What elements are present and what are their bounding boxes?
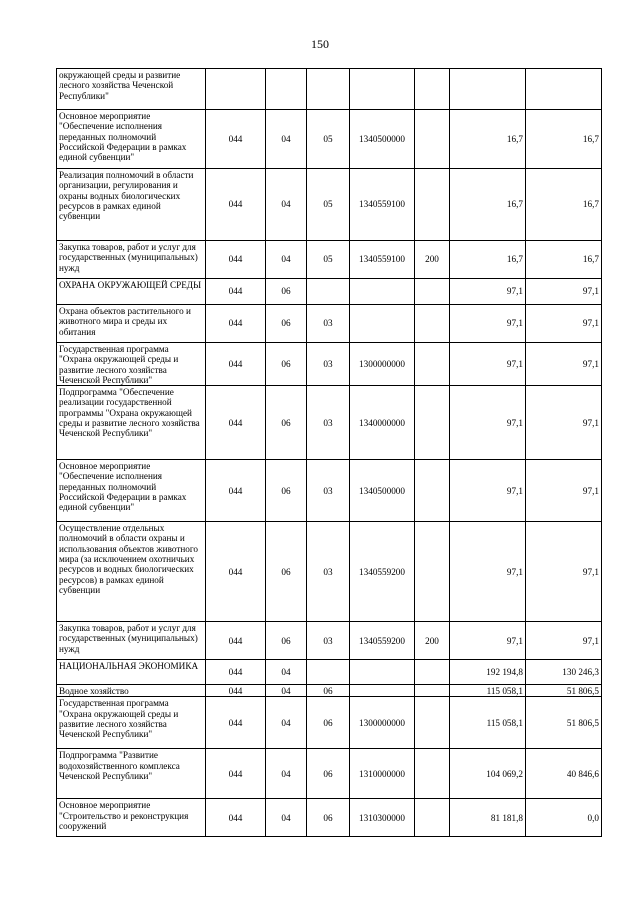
cell-name: ОХРАНА ОКРУЖАЮЩЕЙ СРЕДЫ bbox=[57, 279, 206, 305]
cell-rz: 06 bbox=[266, 343, 307, 386]
cell-vr bbox=[415, 110, 450, 169]
cell-name: Водное хозяйство bbox=[57, 685, 206, 697]
cell-sum-1: 16,7 bbox=[450, 241, 526, 279]
cell-csr: 1340000000 bbox=[350, 386, 415, 460]
cell-sum-1: 81 181,8 bbox=[450, 799, 526, 837]
table-row bbox=[57, 279, 602, 305]
cell-vr bbox=[415, 522, 450, 622]
cell-sum-2: 0,0 bbox=[526, 799, 602, 837]
cell-name: Основное мероприятие "Обеспечение исполнения переданных полномочий Российской Федерации в рамках единой субвенции" bbox=[57, 110, 206, 169]
cell-vr bbox=[415, 279, 450, 305]
cell-ved: 044 bbox=[206, 799, 266, 837]
cell-sum-1: 97,1 bbox=[450, 386, 526, 460]
cell-sum-1: 192 194,8 bbox=[450, 660, 526, 685]
cell-csr bbox=[350, 279, 415, 305]
cell-name: Подпрограмма "Обеспечение реализации государственной программы "Охрана окружающей среды и развитие лесного хозяйства Чеченской Республики" bbox=[57, 386, 206, 460]
cell-sum-1: 97,1 bbox=[450, 522, 526, 622]
cell-sum-2: 16,7 bbox=[526, 110, 602, 169]
cell-ved: 044 bbox=[206, 169, 266, 241]
cell-pr: 06 bbox=[307, 697, 350, 749]
cell-csr: 1340559200 bbox=[350, 622, 415, 660]
cell-rz: 06 bbox=[266, 460, 307, 522]
cell-sum-2: 97,1 bbox=[526, 279, 602, 305]
cell-pr bbox=[307, 69, 350, 110]
cell-pr: 03 bbox=[307, 622, 350, 660]
cell-vr bbox=[415, 749, 450, 799]
cell-sum-1 bbox=[450, 69, 526, 110]
cell-pr: 03 bbox=[307, 460, 350, 522]
cell-name: Основное мероприятие "Строительство и реконструкция сооружений bbox=[57, 799, 206, 837]
cell-name: Подпрограмма "Развитие водохозяйственного комплекса Чеченской Республики" bbox=[57, 749, 206, 799]
cell-vr bbox=[415, 305, 450, 343]
table-row bbox=[57, 110, 602, 169]
cell-ved: 044 bbox=[206, 460, 266, 522]
cell-ved: 044 bbox=[206, 522, 266, 622]
cell-sum-2: 16,7 bbox=[526, 169, 602, 241]
cell-pr: 05 bbox=[307, 110, 350, 169]
table-row bbox=[57, 660, 602, 685]
table-row bbox=[57, 522, 602, 622]
cell-rz: 04 bbox=[266, 241, 307, 279]
cell-ved: 044 bbox=[206, 110, 266, 169]
cell-sum-2: 97,1 bbox=[526, 522, 602, 622]
cell-csr: 1340559200 bbox=[350, 522, 415, 622]
cell-vr bbox=[415, 799, 450, 837]
cell-rz: 04 bbox=[266, 169, 307, 241]
cell-vr bbox=[415, 386, 450, 460]
cell-sum-1: 97,1 bbox=[450, 460, 526, 522]
table-row bbox=[57, 241, 602, 279]
cell-csr: 1310300000 bbox=[350, 799, 415, 837]
cell-rz: 04 bbox=[266, 685, 307, 697]
cell-sum-1: 104 069,2 bbox=[450, 749, 526, 799]
cell-sum-2: 40 846,6 bbox=[526, 749, 602, 799]
cell-pr: 05 bbox=[307, 169, 350, 241]
cell-vr bbox=[415, 697, 450, 749]
cell-vr bbox=[415, 343, 450, 386]
cell-ved: 044 bbox=[206, 697, 266, 749]
cell-sum-1: 16,7 bbox=[450, 169, 526, 241]
cell-csr bbox=[350, 69, 415, 110]
cell-sum-1: 97,1 bbox=[450, 343, 526, 386]
cell-sum-1: 16,7 bbox=[450, 110, 526, 169]
cell-csr: 1310000000 bbox=[350, 749, 415, 799]
cell-ved: 044 bbox=[206, 749, 266, 799]
page-number: 150 bbox=[311, 37, 329, 51]
table-row bbox=[57, 799, 602, 837]
cell-sum-2: 97,1 bbox=[526, 622, 602, 660]
cell-rz: 06 bbox=[266, 279, 307, 305]
cell-rz: 06 bbox=[266, 622, 307, 660]
cell-ved: 044 bbox=[206, 386, 266, 460]
table-row bbox=[57, 685, 602, 697]
cell-rz: 04 bbox=[266, 799, 307, 837]
cell-vr bbox=[415, 69, 450, 110]
cell-csr bbox=[350, 660, 415, 685]
cell-name: Охрана объектов растительного и животного мира и среды их обитания bbox=[57, 305, 206, 343]
cell-sum-2 bbox=[526, 69, 602, 110]
cell-ved: 044 bbox=[206, 305, 266, 343]
cell-pr: 03 bbox=[307, 386, 350, 460]
cell-vr: 200 bbox=[415, 241, 450, 279]
cell-sum-2: 51 806,5 bbox=[526, 697, 602, 749]
cell-pr: 06 bbox=[307, 749, 350, 799]
cell-ved bbox=[206, 69, 266, 110]
table-row bbox=[57, 343, 602, 386]
cell-sum-2: 130 246,3 bbox=[526, 660, 602, 685]
cell-vr bbox=[415, 460, 450, 522]
cell-pr: 05 bbox=[307, 241, 350, 279]
cell-name: Государственная программа "Охрана окружающей среды и развитие лесного хозяйства Чеченской Республики" bbox=[57, 343, 206, 386]
cell-rz: 04 bbox=[266, 660, 307, 685]
cell-ved: 044 bbox=[206, 622, 266, 660]
cell-rz bbox=[266, 69, 307, 110]
cell-pr bbox=[307, 660, 350, 685]
cell-sum-2: 97,1 bbox=[526, 343, 602, 386]
table-row bbox=[57, 622, 602, 660]
cell-csr: 1340500000 bbox=[350, 110, 415, 169]
table-row bbox=[57, 697, 602, 749]
cell-pr: 03 bbox=[307, 305, 350, 343]
cell-csr: 1340559100 bbox=[350, 241, 415, 279]
cell-sum-1: 97,1 bbox=[450, 305, 526, 343]
cell-csr: 1340559100 bbox=[350, 169, 415, 241]
table-row bbox=[57, 169, 602, 241]
cell-pr: 03 bbox=[307, 522, 350, 622]
cell-sum-2: 97,1 bbox=[526, 386, 602, 460]
cell-csr: 1340500000 bbox=[350, 460, 415, 522]
cell-rz: 04 bbox=[266, 749, 307, 799]
cell-csr bbox=[350, 685, 415, 697]
cell-vr: 200 bbox=[415, 622, 450, 660]
cell-ved: 044 bbox=[206, 241, 266, 279]
cell-name: Реализация полномочий в области организации, регулирования и охраны водных биологических ресурсов в рамках единой субвенции bbox=[57, 169, 206, 241]
cell-name: НАЦИОНАЛЬНАЯ ЭКОНОМИКА bbox=[57, 660, 206, 685]
cell-sum-2: 97,1 bbox=[526, 460, 602, 522]
cell-rz: 04 bbox=[266, 697, 307, 749]
table-row bbox=[57, 69, 602, 110]
cell-name: Осуществление отдельных полномочий в области охраны и использования объектов животного мира (за исключением охотничьих ресурсов и водных биологических ресурсов) в рамках единой субвенции bbox=[57, 522, 206, 622]
table-row bbox=[57, 749, 602, 799]
cell-pr: 03 bbox=[307, 343, 350, 386]
cell-sum-1: 115 058,1 bbox=[450, 697, 526, 749]
table-row bbox=[57, 305, 602, 343]
cell-csr: 1300000000 bbox=[350, 343, 415, 386]
cell-sum-2: 51 806,5 bbox=[526, 685, 602, 697]
table-body bbox=[57, 69, 602, 837]
cell-ved: 044 bbox=[206, 685, 266, 697]
cell-sum-2: 16,7 bbox=[526, 241, 602, 279]
cell-sum-1: 115 058,1 bbox=[450, 685, 526, 697]
cell-sum-2: 97,1 bbox=[526, 305, 602, 343]
table-row bbox=[57, 460, 602, 522]
cell-vr bbox=[415, 169, 450, 241]
cell-ved: 044 bbox=[206, 279, 266, 305]
cell-pr: 06 bbox=[307, 799, 350, 837]
cell-name: окружающей среды и развитие лесного хозяйства Чеченской Республики" bbox=[57, 69, 206, 110]
cell-ved: 044 bbox=[206, 343, 266, 386]
cell-rz: 06 bbox=[266, 386, 307, 460]
cell-name: Основное мероприятие "Обеспечение исполнения переданных полномочий Российской Федерации в рамках единой субвенции" bbox=[57, 460, 206, 522]
cell-sum-1: 97,1 bbox=[450, 279, 526, 305]
cell-csr: 1300000000 bbox=[350, 697, 415, 749]
cell-ved: 044 bbox=[206, 660, 266, 685]
cell-rz: 04 bbox=[266, 110, 307, 169]
cell-csr bbox=[350, 305, 415, 343]
cell-sum-1: 97,1 bbox=[450, 622, 526, 660]
cell-vr bbox=[415, 685, 450, 697]
cell-pr bbox=[307, 279, 350, 305]
cell-name: Закупка товаров, работ и услуг для государственных (муниципальных) нужд bbox=[57, 622, 206, 660]
cell-rz: 06 bbox=[266, 522, 307, 622]
cell-vr bbox=[415, 660, 450, 685]
cell-name: Государственная программа "Охрана окружающей среды и развитие лесного хозяйства Чеченской Республики" bbox=[57, 697, 206, 749]
cell-name: Закупка товаров, работ и услуг для государственных (муниципальных) нужд bbox=[57, 241, 206, 279]
cell-rz: 06 bbox=[266, 305, 307, 343]
budget-table bbox=[56, 68, 602, 837]
table-row bbox=[57, 386, 602, 460]
cell-pr: 06 bbox=[307, 685, 350, 697]
